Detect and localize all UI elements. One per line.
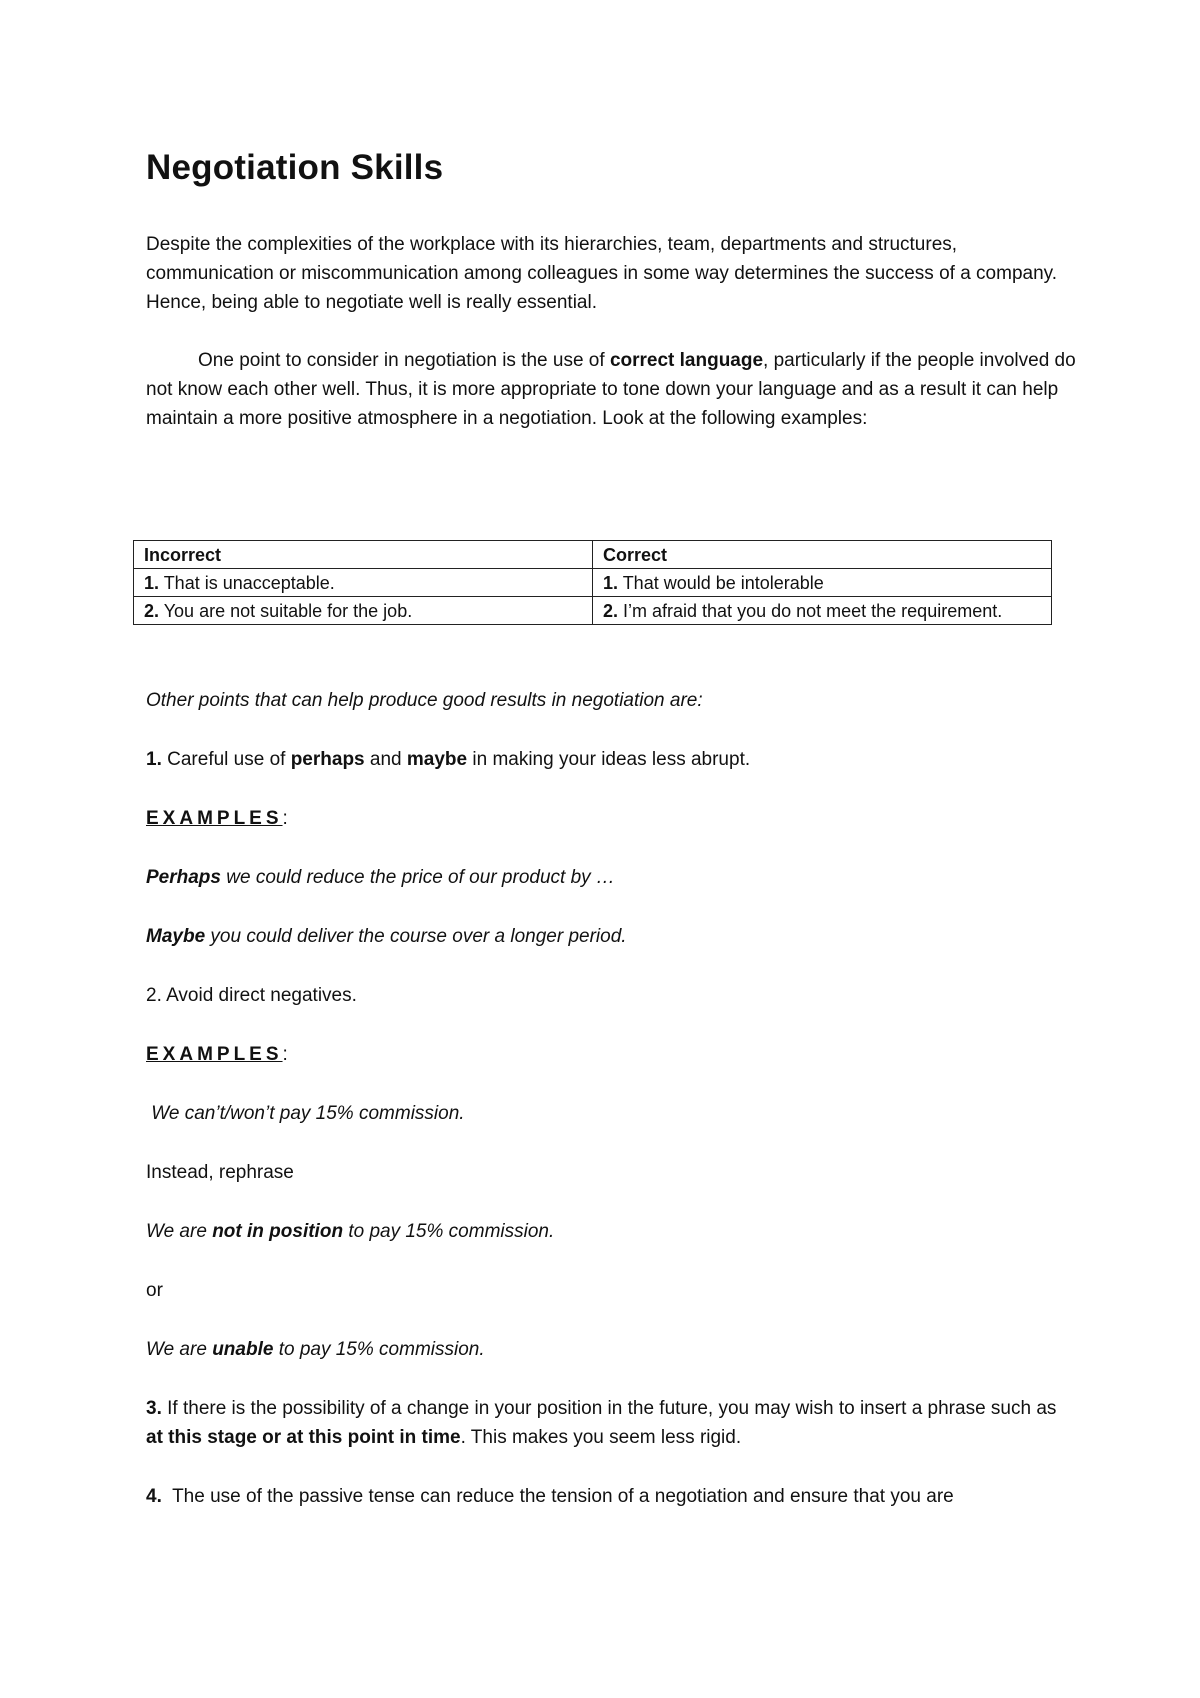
- text: to pay 15% commission.: [273, 1339, 485, 1360]
- cell-text: That is unacceptable.: [159, 573, 335, 593]
- example-maybe: [146, 922, 1076, 951]
- text: and: [364, 749, 407, 770]
- correct-cell: [593, 569, 1052, 597]
- example-perhaps: [146, 863, 1076, 892]
- examples-heading: [146, 1040, 1076, 1069]
- text: to pay 15% commission.: [343, 1221, 555, 1242]
- point-number: 2.: [146, 985, 162, 1006]
- language-paragraph: [146, 346, 1076, 433]
- point-2: [146, 981, 1076, 1010]
- page-title: Negotiation Skills: [146, 148, 444, 187]
- text: One point to consider in negotiation is the use of: [198, 350, 610, 371]
- cell-text: I’m afraid that you do not meet the requirement.: [618, 601, 1003, 621]
- text: We are: [146, 1339, 213, 1360]
- instead-rephrase: Instead, rephrase: [146, 1162, 294, 1183]
- bold-text: not in position: [212, 1221, 344, 1242]
- text: If there is the possibility of a change in your position in the future, you may wish to insert a phrase such as: [161, 1398, 1057, 1419]
- bold-text: Perhaps: [146, 867, 221, 888]
- text: . This makes you seem less rigid.: [460, 1427, 742, 1448]
- text: The use of the passive tense can reduce the tension of a negotiation and ensure that you are: [161, 1486, 954, 1507]
- text: , particularly if the people involved do not know each other well. Thus, it is more appropriate to tone down your language and as a result it can help maintain a more positive atmosphere in a negotiation. Look at the following examples:: [146, 350, 1076, 429]
- bold-text: unable: [212, 1339, 274, 1360]
- table-header-row: [134, 541, 1052, 569]
- bold-text: perhaps: [290, 749, 365, 770]
- text: Avoid direct negatives.: [161, 985, 357, 1006]
- colon: :: [282, 808, 288, 829]
- header-correct: [593, 541, 1052, 569]
- row-number: 2.: [144, 601, 160, 621]
- point-number: 3.: [146, 1398, 162, 1419]
- header-text: Incorrect: [144, 545, 222, 565]
- cell-text: You are not suitable for the job.: [159, 601, 413, 621]
- bold-text: maybe: [406, 749, 468, 770]
- row-number: 2.: [603, 601, 619, 621]
- point-3: [146, 1394, 1076, 1452]
- row-number: 1.: [144, 573, 160, 593]
- incorrect-cell: [134, 569, 593, 597]
- example-cant-pay: We can’t/won’t pay 15% commission.: [146, 1103, 465, 1124]
- text: in making your ideas less abrupt.: [467, 749, 751, 770]
- text: Careful use of: [161, 749, 291, 770]
- correct-cell: [593, 597, 1052, 625]
- table-row: [134, 597, 1052, 625]
- example-not-in-position: [146, 1217, 1076, 1246]
- point-1: [146, 745, 1076, 774]
- cell-text: That would be intolerable: [618, 573, 824, 593]
- point-4: [146, 1482, 1076, 1511]
- colon: :: [282, 1044, 288, 1065]
- text: We are: [146, 1221, 213, 1242]
- examples-heading: [146, 804, 1076, 833]
- or-text: or: [146, 1280, 163, 1301]
- text: you could deliver the course over a longer period.: [205, 926, 627, 947]
- incorrect-cell: [134, 597, 593, 625]
- examples-table: [133, 540, 1052, 625]
- header-incorrect: [134, 541, 593, 569]
- header-text: Correct: [603, 545, 668, 565]
- bold-text: at this stage or at this point in time: [146, 1427, 461, 1448]
- points-intro: Other points that can help produce good results in negotiation are:: [146, 690, 703, 711]
- point-number: 4.: [146, 1486, 162, 1507]
- intro-paragraph: Despite the complexities of the workplace with its hierarchies, team, departments and structures, communication or miscommunication among colleagues in some way determines the success of a company. Hence, being able to negotiate well is really essential.: [146, 234, 1058, 313]
- examples-label: EXAMPLES: [146, 1044, 283, 1065]
- bold-text: correct language: [609, 350, 764, 371]
- table-row: [134, 569, 1052, 597]
- examples-label: EXAMPLES: [146, 808, 283, 829]
- bold-text: Maybe: [146, 926, 206, 947]
- point-number: 1.: [146, 749, 162, 770]
- text: we could reduce the price of our product by …: [220, 867, 615, 888]
- example-unable: [146, 1335, 1076, 1364]
- row-number: 1.: [603, 573, 619, 593]
